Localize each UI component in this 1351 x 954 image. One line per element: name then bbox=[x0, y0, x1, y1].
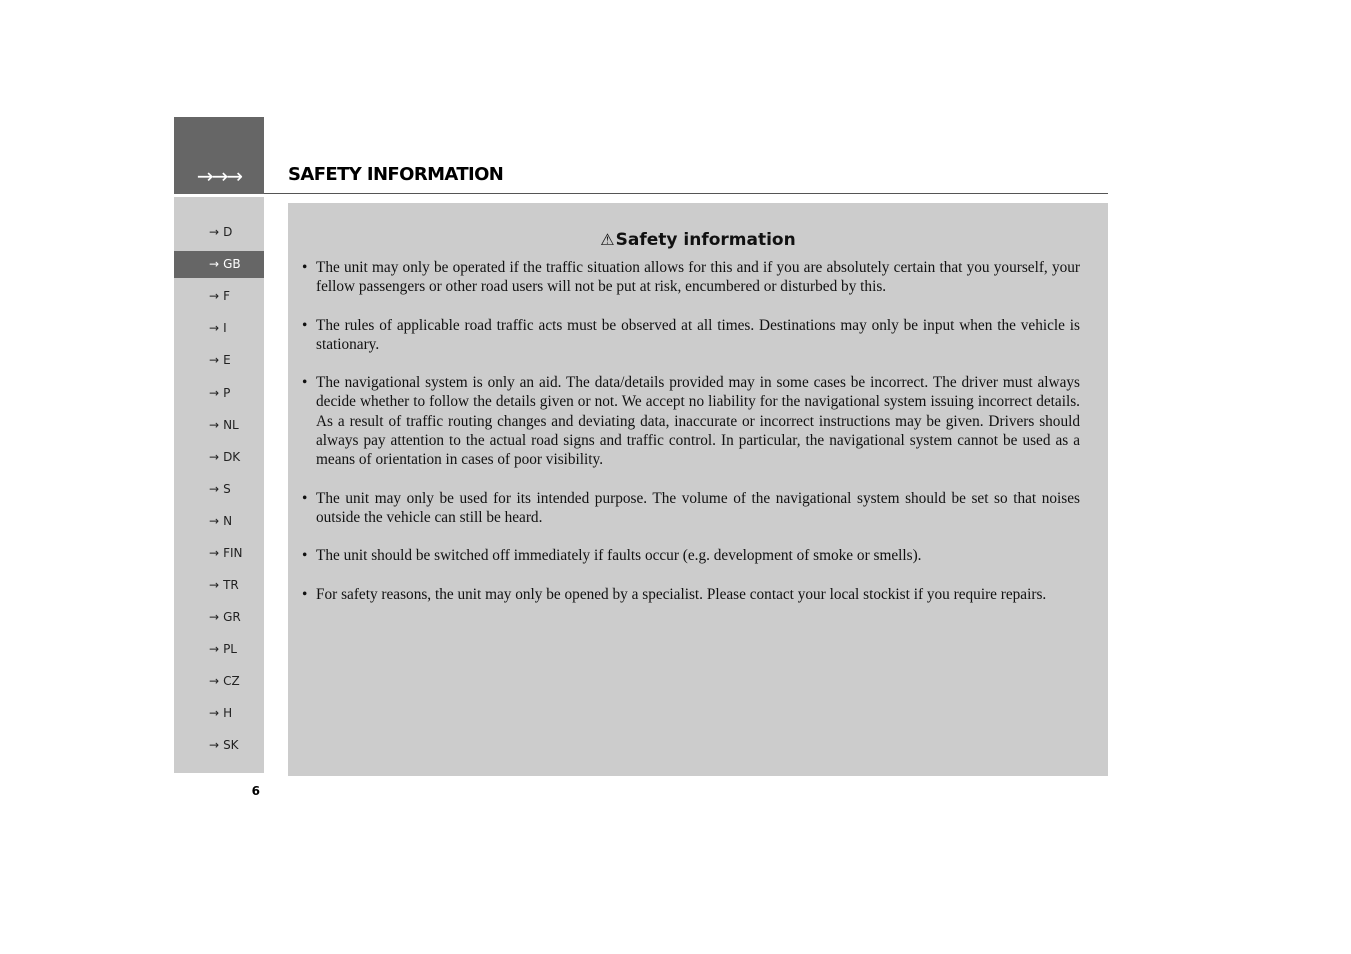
sidebar-item-e[interactable] bbox=[174, 347, 264, 374]
arrow-right-icon: → bbox=[209, 610, 220, 624]
sidebar-item-gb[interactable] bbox=[174, 251, 264, 278]
arrow-right-icon: → bbox=[209, 386, 220, 400]
arrow-right-icon: → bbox=[209, 706, 220, 720]
bullet-text: The unit may only be used for its intended purpose. The volume of the navigational system should be set so that noises outside the vehicle can still be heard. bbox=[316, 489, 1080, 526]
bullet-icon: • bbox=[302, 374, 308, 392]
arrow-right-icon: → bbox=[209, 353, 220, 367]
sidebar-item-label: GR bbox=[223, 610, 241, 624]
arrow-right-icon: → bbox=[209, 225, 220, 239]
sidebar-item-label: DK bbox=[223, 450, 241, 464]
list-item bbox=[302, 316, 1080, 355]
sidebar-item-label: F bbox=[223, 289, 230, 303]
sidebar-item-nl[interactable] bbox=[174, 412, 264, 439]
arrow-right-icon: → bbox=[209, 257, 220, 271]
list-item bbox=[302, 546, 1080, 565]
arrow-right-icon: → bbox=[209, 289, 220, 303]
bullet-text: The rules of applicable road traffic acts must be observed at all times. Destinations may only be input when the vehicle is stationary. bbox=[316, 316, 1080, 353]
sidebar-item-label: I bbox=[223, 321, 227, 335]
arrow-right-icon: → bbox=[209, 578, 220, 592]
sidebar-item-gr[interactable] bbox=[174, 604, 264, 631]
sidebar-item-label: NL bbox=[223, 418, 239, 432]
sidebar-item-label: S bbox=[223, 482, 231, 496]
bullet-text: The unit may only be operated if the traffic situation allows for this and if you are absolutely certain that you yourself, your fellow passengers or other road users will not be put at risk, encumbered or disturbed by this. bbox=[316, 259, 1080, 296]
header-divider bbox=[264, 193, 1108, 194]
safety-panel bbox=[288, 203, 1108, 776]
header-block bbox=[174, 117, 264, 194]
arrow-right-icon: → bbox=[209, 450, 220, 464]
sidebar-item-pl[interactable] bbox=[174, 636, 264, 663]
sidebar-item-label: PL bbox=[223, 642, 237, 656]
panel-title-text: Safety information bbox=[615, 230, 796, 250]
list-item bbox=[302, 489, 1080, 528]
bullet-icon: • bbox=[302, 547, 308, 565]
sidebar-item-p[interactable] bbox=[174, 380, 264, 407]
bullet-icon: • bbox=[302, 585, 308, 603]
sidebar-item-label: SK bbox=[223, 738, 239, 752]
sidebar-item-label: H bbox=[223, 706, 233, 720]
triple-arrow-icon: →→→ bbox=[196, 164, 242, 188]
sidebar-item-label: E bbox=[223, 353, 231, 367]
page-title: SAFETY INFORMATION bbox=[288, 164, 504, 185]
arrow-right-icon: → bbox=[209, 418, 220, 432]
arrow-right-icon: → bbox=[209, 321, 220, 335]
sidebar-item-i[interactable] bbox=[174, 315, 264, 342]
bullet-icon: • bbox=[302, 489, 308, 507]
arrow-right-icon: → bbox=[209, 674, 220, 688]
page-number: 6 bbox=[251, 784, 260, 798]
sidebar-item-f[interactable] bbox=[174, 283, 264, 310]
sidebar-item-fin[interactable] bbox=[174, 540, 264, 567]
sidebar-item-dk[interactable] bbox=[174, 444, 264, 471]
list-item bbox=[302, 258, 1080, 297]
bullet-text: For safety reasons, the unit may only be opened by a specialist. Please contact your local stockist if you require repairs. bbox=[316, 585, 1047, 603]
list-item bbox=[302, 373, 1080, 469]
sidebar-item-n[interactable] bbox=[174, 508, 264, 535]
sidebar-item-label: GB bbox=[223, 257, 241, 271]
sidebar-item-label: FIN bbox=[223, 546, 243, 560]
sidebar-item-label: TR bbox=[223, 578, 239, 592]
warning-icon: ⚠ bbox=[600, 230, 615, 249]
bullet-text: The navigational system is only an aid. The data/details provided may in some cases be incorrect. The driver must always decide whether to follow the details given or not. We accept no liability for the navigational system issuing incorrect details. As a result of traffic routing changes and deviating data, inaccurate or incorrect instructions may be given. Drivers should always pay attention to the actual road signs and traffic control. In particular, the navigational system cannot be used as a means of orientation in cases of poor visibility. bbox=[316, 374, 1080, 469]
sidebar-item-cz[interactable] bbox=[174, 668, 264, 695]
sidebar-item-label: P bbox=[223, 386, 231, 400]
bullet-icon: • bbox=[302, 259, 308, 276]
sidebar-item-s[interactable] bbox=[174, 476, 264, 503]
sidebar-item-d[interactable] bbox=[174, 219, 264, 246]
arrow-right-icon: → bbox=[209, 546, 220, 560]
bullet-text: The unit should be switched off immediately if faults occur (e.g. development of smoke or smells). bbox=[316, 547, 922, 565]
panel-title bbox=[288, 229, 1108, 251]
arrow-right-icon: → bbox=[209, 482, 220, 496]
sidebar-item-label: N bbox=[223, 514, 233, 528]
sidebar-item-h[interactable] bbox=[174, 700, 264, 727]
safety-bullet-list bbox=[302, 258, 1080, 623]
sidebar-item-label: D bbox=[223, 225, 233, 239]
language-sidebar bbox=[174, 197, 264, 773]
arrow-right-icon: → bbox=[209, 642, 220, 656]
sidebar-item-sk[interactable] bbox=[174, 732, 264, 759]
arrow-right-icon: → bbox=[209, 514, 220, 528]
list-item bbox=[302, 585, 1080, 604]
sidebar-item-tr[interactable] bbox=[174, 572, 264, 599]
bullet-icon: • bbox=[302, 316, 308, 334]
arrow-right-icon: → bbox=[209, 738, 220, 752]
sidebar-item-label: CZ bbox=[223, 674, 240, 688]
